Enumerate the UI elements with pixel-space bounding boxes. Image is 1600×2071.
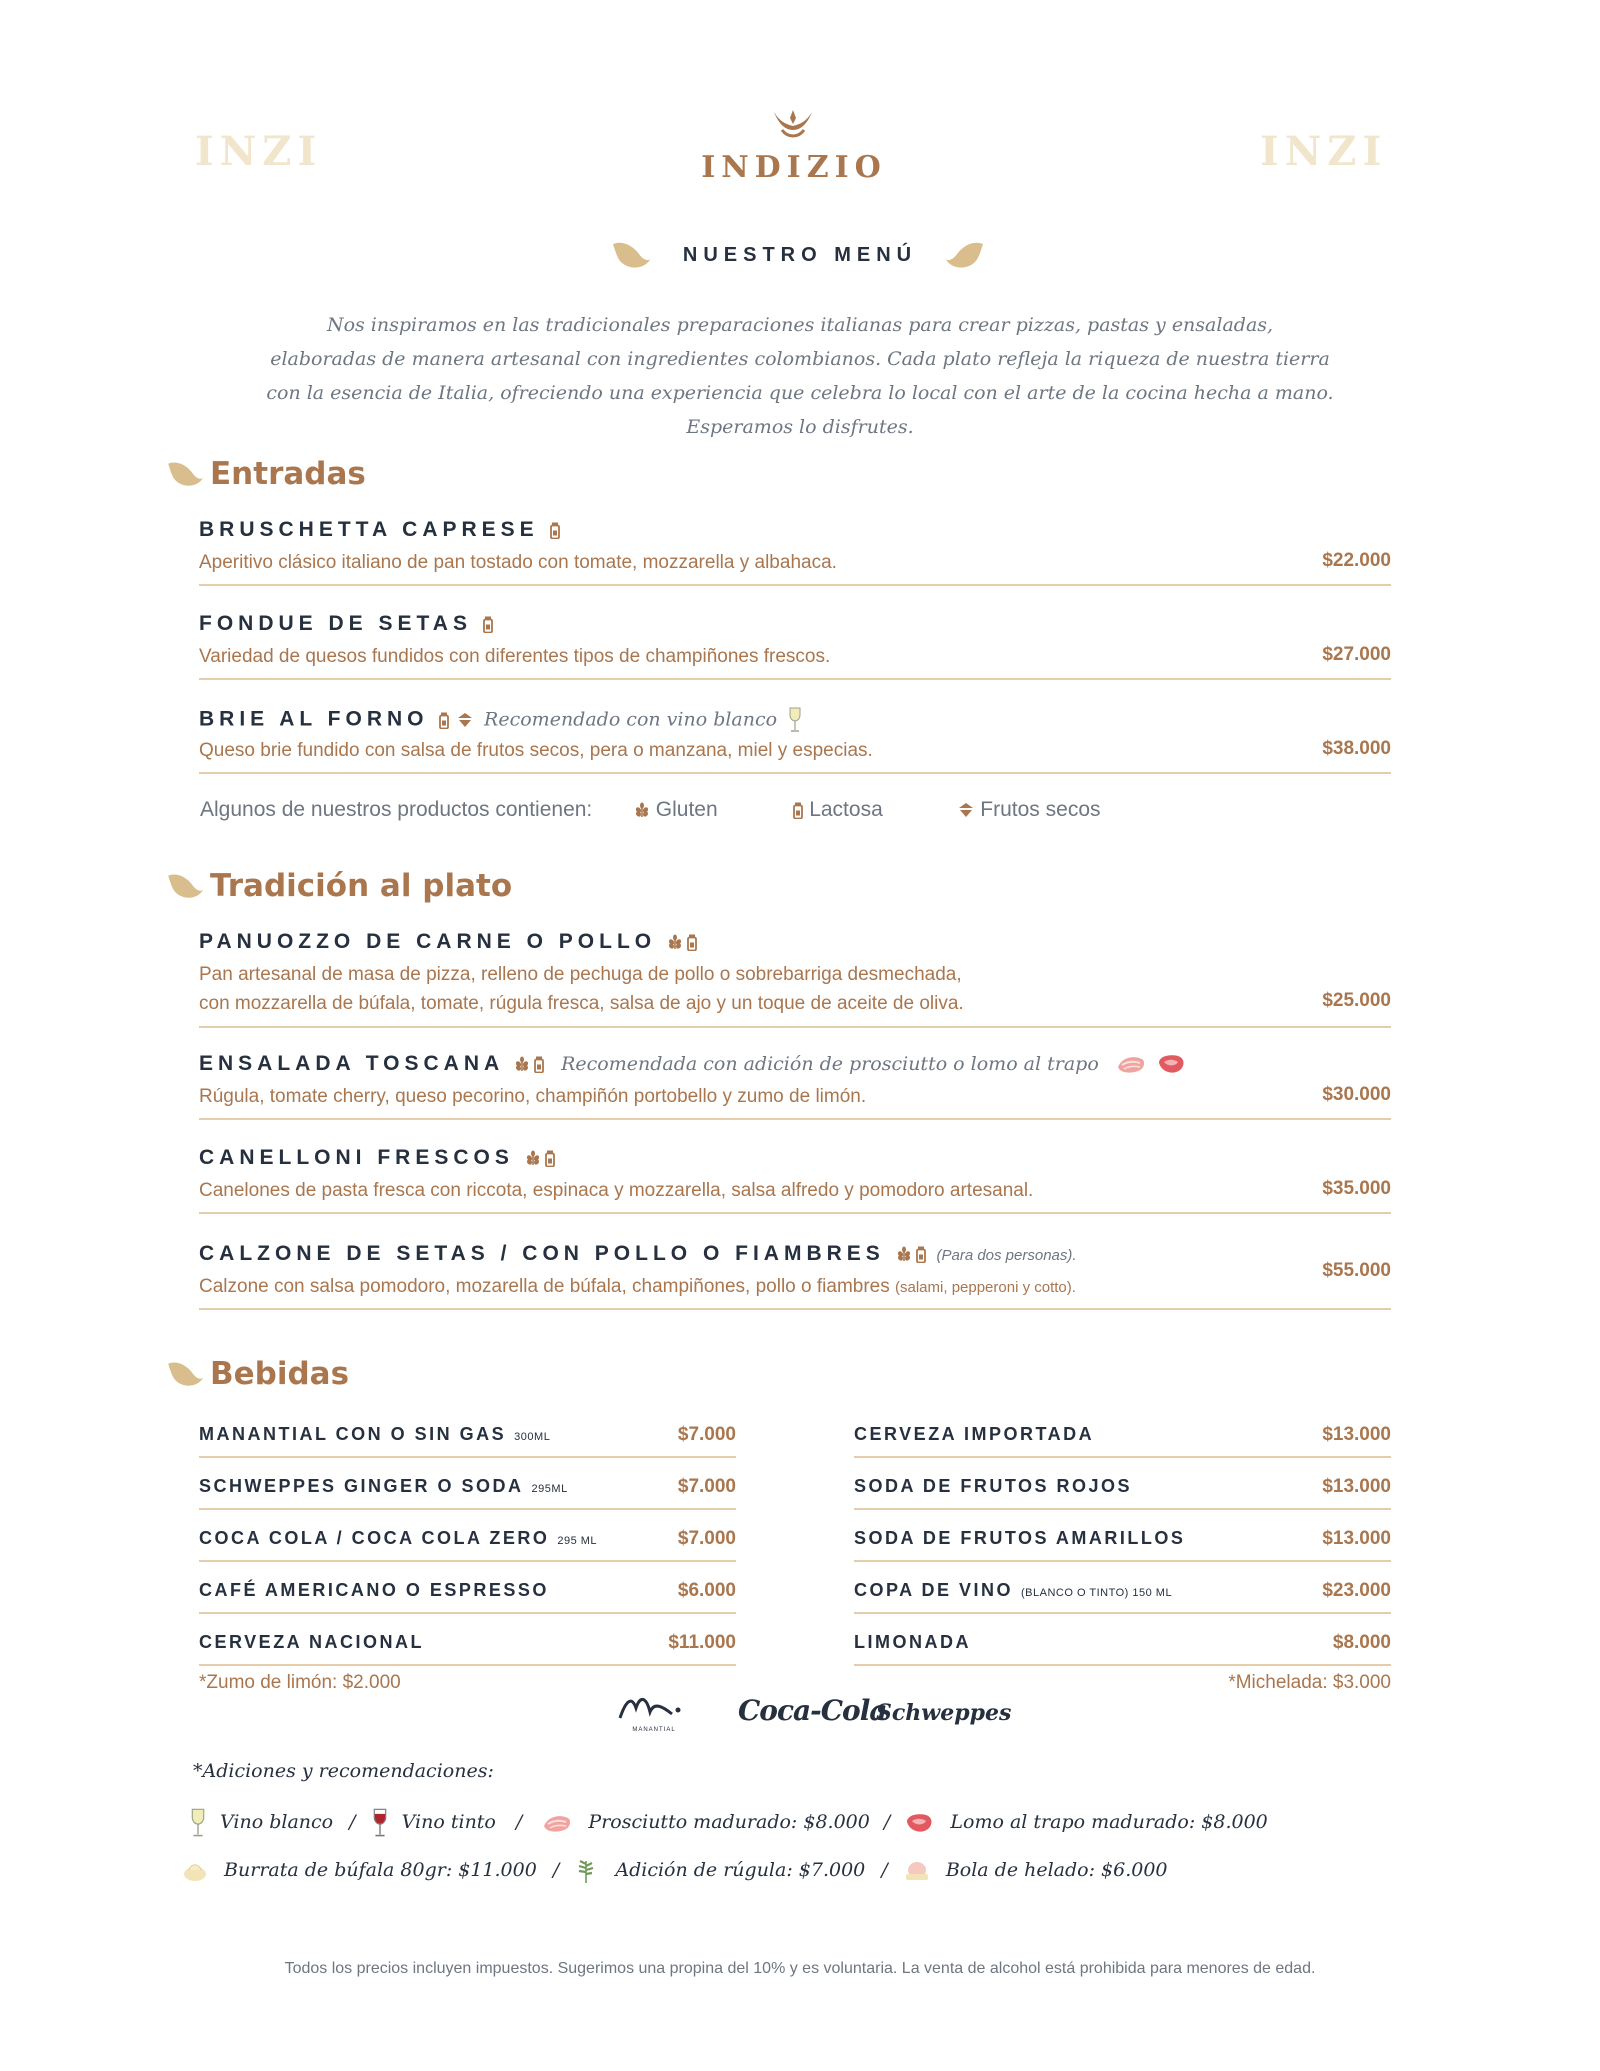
drink-name: LIMONADA	[854, 1632, 971, 1652]
drink-row	[854, 1624, 1391, 1666]
nuts-icon	[457, 712, 473, 728]
michelada-note: *Michelada: $3.000	[1228, 1672, 1391, 1693]
drink-price: $7.000	[677, 1424, 736, 1445]
gluten-icon	[514, 1056, 530, 1072]
drink-row	[199, 1572, 736, 1614]
dish-name: ENSALADA TOSCANA Recomendada con adición de prosciutto o lomo al trapo	[199, 1052, 1186, 1076]
dish-name: BRIE AL FORNO Recomendado con vino blanco	[199, 706, 802, 734]
dish-name: FONDUE DE SETAS	[199, 612, 493, 636]
drink-row	[854, 1520, 1391, 1562]
brand-name: INDIZIO	[701, 150, 887, 185]
recommendation: Recomendada con adición de prosciutto o lomo al trapo	[561, 1053, 1099, 1075]
drink-row	[199, 1624, 736, 1666]
dish-name: PANUOZZO DE CARNE O POLLO	[199, 930, 697, 954]
divider	[199, 678, 1391, 680]
corner-logo-left: INZI	[195, 128, 323, 175]
lactose-icon	[793, 802, 803, 819]
dish-price: $27.000	[1322, 644, 1391, 665]
additions-row-1: Vino blanco / Vino tinto / Prosciutto madurado: $8.000 / Lomo al trapo madurado: $8.000	[190, 1808, 1268, 1838]
dish-name: BRUSCHETTA CAPRESE	[199, 518, 560, 542]
section-leaf-icon	[166, 1360, 204, 1388]
red-wine-icon	[372, 1808, 388, 1838]
drink-name: CAFÉ AMERICANO O ESPRESSO	[199, 1580, 549, 1600]
dish-price: $55.000	[1322, 1260, 1391, 1281]
brand-emblem-icon	[770, 108, 816, 140]
drink-row	[199, 1520, 736, 1562]
section-leaf-icon	[166, 872, 204, 900]
additions-title: *Adiciones y recomendaciones:	[193, 1760, 494, 1782]
lactose-icon	[534, 1056, 544, 1073]
schweppes-logo: Schweppes	[876, 1700, 1012, 1726]
drink-row	[854, 1572, 1391, 1614]
drink-name: CERVEZA NACIONAL	[199, 1632, 425, 1652]
divider	[199, 1308, 1391, 1310]
drink-price: $6.000	[677, 1580, 736, 1601]
dish-price: $22.000	[1322, 550, 1391, 571]
section-title-tradicion: Tradición al plato	[210, 868, 513, 904]
intro-text: Nos inspiramos en las tradicionales preparaciones italianas para crear pizzas, pastas y ensaladas, elaboradas de manera artesanal con ingredientes colombianos. Cada plato refleja la riqueza de nuestra tierra con la esencia de Italia, ofreciendo una experiencia que celebra lo local con el arte de la cocina hecha a mano. Esperamos lo disfrutes.	[266, 314, 1334, 438]
dish-description: Canelones de pasta fresca con riccota, espinaca y mozzarella, salsa alfredo y pomodoro artesanal.	[199, 1180, 1034, 1201]
allergen-legend: Algunos de nuestros productos contienen: Gluten Lactosa Frutos secos	[200, 798, 1101, 821]
divider	[199, 1664, 736, 1666]
divider	[199, 1456, 736, 1458]
dish-description: Queso brie fundido con salsa de frutos secos, pera o manzana, miel y especias.	[199, 740, 873, 761]
cocacola-logo: Coca-Cola	[738, 1694, 887, 1727]
recommendation: Recomendado con vino blanco	[484, 708, 778, 731]
divider	[199, 1212, 1391, 1214]
dish-description: Aperitivo clásico italiano de pan tostado con tomate, mozzarella y albahaca.	[199, 552, 837, 573]
drink-row	[854, 1468, 1391, 1510]
lomo-icon	[904, 1812, 934, 1834]
gluten-icon	[525, 1150, 541, 1166]
dish-price: $30.000	[1322, 1084, 1391, 1105]
dish-description: Variedad de quesos fundidos con diferentes tipos de champiñones frescos.	[199, 646, 831, 667]
lactose-icon	[687, 934, 697, 951]
drink-price: $23.000	[1322, 1580, 1391, 1601]
prosciutto-icon	[542, 1812, 572, 1834]
lomo-icon	[1156, 1053, 1186, 1075]
drink-size: 295 ML	[557, 1535, 598, 1547]
menu-title: NUESTRO MENÚ	[682, 244, 918, 266]
drink-row	[199, 1416, 736, 1458]
divider	[199, 1026, 1391, 1028]
dish-price: $38.000	[1322, 738, 1391, 759]
divider	[199, 1508, 736, 1510]
divider	[854, 1664, 1391, 1666]
leaf-left-icon	[610, 240, 652, 270]
lactose-icon	[545, 1150, 555, 1167]
drink-price: $13.000	[1322, 1424, 1391, 1445]
lactose-icon	[550, 522, 560, 539]
drink-price: $13.000	[1322, 1476, 1391, 1497]
white-wine-icon	[190, 1808, 206, 1838]
dish-name: CANELLONI FRESCOS	[199, 1146, 555, 1170]
drink-row	[199, 1468, 736, 1510]
divider	[854, 1612, 1391, 1614]
section-title-bebidas: Bebidas	[210, 1356, 350, 1392]
nuts-icon	[958, 802, 974, 818]
gluten-icon	[667, 934, 683, 950]
drink-name: SODA DE FRUTOS ROJOS	[854, 1476, 1133, 1496]
drink-name: SCHWEPPES GINGER O SODA 295ML	[199, 1476, 568, 1496]
dish-price: $35.000	[1322, 1178, 1391, 1199]
drink-price: $11.000	[668, 1632, 736, 1653]
lactose-icon	[483, 616, 493, 633]
divider	[199, 1612, 736, 1614]
drink-price: $7.000	[677, 1528, 736, 1549]
drink-size: 300ML	[514, 1431, 551, 1443]
divider	[199, 772, 1391, 774]
drink-name: COPA DE VINO (BLANCO O TINTO) 150 ML	[854, 1580, 1173, 1600]
divider	[854, 1560, 1391, 1562]
burrata-icon	[182, 1860, 208, 1882]
divider	[199, 1118, 1391, 1120]
drink-row	[854, 1416, 1391, 1458]
drink-name: CERVEZA IMPORTADA	[854, 1424, 1095, 1444]
lactose-icon	[916, 1246, 926, 1263]
drink-name: SODA DE FRUTOS AMARILLOS	[854, 1528, 1186, 1548]
section-leaf-icon	[166, 460, 204, 488]
dish-description: Calzone con salsa pomodoro, mozarella de búfala, champiñones, pollo o fiambres (salami, pepperoni y cotto).	[199, 1276, 1076, 1297]
prosciutto-icon	[1116, 1053, 1146, 1075]
section-title-entradas: Entradas	[210, 456, 366, 492]
drink-price: $7.000	[677, 1476, 736, 1497]
drink-price: $8.000	[1332, 1632, 1391, 1653]
lemon-note: *Zumo de limón: $2.000	[199, 1672, 401, 1693]
gluten-icon	[896, 1246, 912, 1262]
corner-logo-right: INZI	[1260, 128, 1388, 175]
drink-price: $13.000	[1322, 1528, 1391, 1549]
dish-description: Pan artesanal de masa de pizza, relleno de pechuga de pollo o sobrebarriga desmechada, con mozzarella de búfala, tomate, rúgula fresca, salsa de ajo y un toque de aceite de oliva.	[199, 964, 964, 1014]
dish-name: CALZONE DE SETAS / CON POLLO O FIAMBRES (Para dos personas).	[199, 1242, 1077, 1265]
rugula-icon	[575, 1858, 597, 1884]
lactose-icon	[439, 712, 449, 729]
additions-row-2: Burrata de búfala 80gr: $11.000 / Adición de rúgula: $7.000 / Bola de helado: $6.000	[182, 1858, 1168, 1884]
divider	[199, 584, 1391, 586]
divider	[854, 1508, 1391, 1510]
divider	[854, 1456, 1391, 1458]
divider	[199, 1560, 736, 1562]
footer-disclaimer: Todos los precios incluyen impuestos. Sugerimos una propina del 10% y es voluntaria. La venta de alcohol está prohibida para menores de edad.	[284, 1960, 1316, 1977]
manantial-mark-icon	[618, 1692, 690, 1722]
drink-name: MANANTIAL CON O SIN GAS 300ML	[199, 1424, 551, 1444]
drink-name: COCA COLA / COCA COLA ZERO 295 ML	[199, 1528, 598, 1548]
gluten-icon	[634, 802, 650, 818]
manantial-logo: MANANTIAL	[618, 1692, 690, 1733]
drink-size: (BLANCO O TINTO) 150 ML	[1021, 1587, 1173, 1599]
white-wine-icon	[788, 706, 802, 734]
dish-price: $25.000	[1322, 990, 1391, 1011]
drink-size: 295ML	[531, 1483, 568, 1495]
leaf-right-icon	[944, 240, 986, 270]
dish-description: Rúgula, tomate cherry, queso pecorino, champiñón portobello y zumo de limón.	[199, 1086, 867, 1107]
ice-cream-icon	[904, 1860, 930, 1882]
serving-note: (Para dos personas).	[936, 1247, 1077, 1264]
